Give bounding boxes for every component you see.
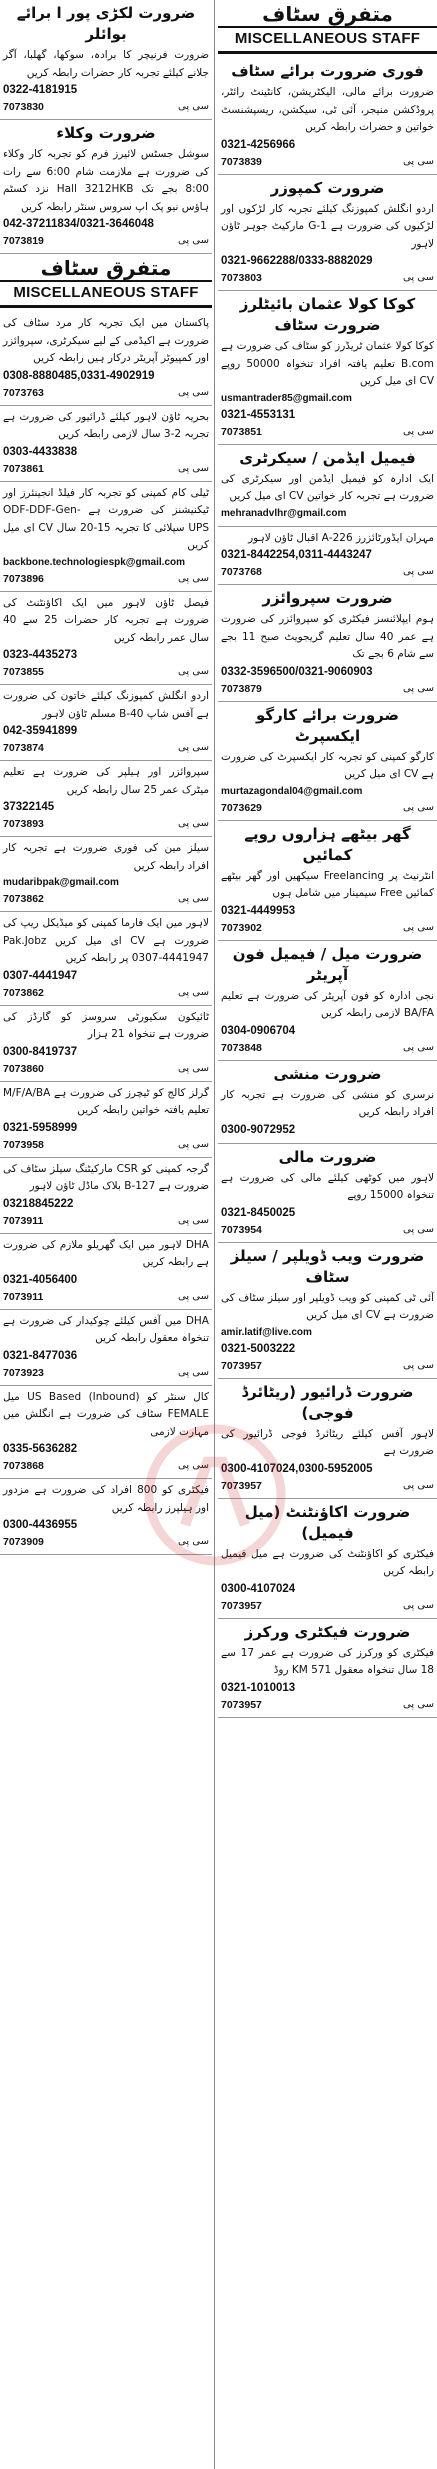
banner-urdu-title: متفرق سٹاف — [40, 256, 172, 280]
ad-reference-number: 7073954 — [221, 1223, 262, 1236]
ad-reference — [221, 1598, 434, 1614]
classified-ad — [0, 312, 212, 406]
classified-ad — [218, 1379, 437, 1499]
classified-ad — [218, 291, 437, 445]
classified-ad — [0, 1158, 212, 1234]
ad-reference-number: 7073874 — [3, 742, 44, 754]
ad-body: لاہور میں کوٹھی کیلئے مالی کی ضرورت ہے تنخواہ 15000 روپے — [221, 1171, 434, 1201]
ad-reference-number: 7073768 — [221, 566, 262, 578]
ad-reference — [3, 461, 209, 477]
ad-email[interactable]: mehranadvlhr@gmail.com — [221, 507, 347, 519]
ad-reference-number: 7073830 — [3, 101, 44, 113]
ad-phone-number[interactable]: 0323-4435273 — [3, 649, 78, 661]
ad-reference-number: 7073763 — [3, 386, 44, 399]
section-banner — [218, 0, 437, 54]
ad-phone-number[interactable]: 0300-8419737 — [3, 1045, 78, 1058]
ad-reference-label: سی پی — [177, 101, 209, 112]
ad-body: ٹائیکون سکیورٹی سروسز کو گارڈز کی ضرورت ہے تنخواہ 21 ہزار — [3, 1010, 209, 1040]
ad-reference-number: 7073958 — [3, 1138, 44, 1151]
classified-ad — [0, 1234, 212, 1310]
classified-ad — [218, 821, 437, 941]
ad-email[interactable]: usmantrader85@gmail.com — [221, 392, 352, 404]
classified-ad — [218, 941, 437, 1061]
ad-reference — [221, 1040, 434, 1056]
ad-reference-number: 7073862 — [3, 986, 44, 999]
ad-email[interactable]: murtazagondal04@gmail.com — [221, 785, 363, 797]
ad-body: فیصل ٹاؤن لاہور میں ایک اکاؤنٹنٹ کی ضرورت ہے تجربہ کار حضرات 25 سے 40 سال عمر رابطہ کریں — [3, 596, 209, 644]
ad-reference — [221, 920, 434, 936]
ad-reference — [221, 1478, 434, 1494]
ad-title: فیمیل ایڈمن / سیکرٹری — [239, 448, 416, 467]
ad-reference-label: سی پی — [402, 921, 434, 933]
classified-ad — [0, 685, 212, 761]
classified-ad — [0, 1310, 212, 1386]
banner-urdu-title: متفرق سٹاف — [262, 2, 393, 26]
ad-reference-label: سی پی — [177, 1366, 209, 1378]
ad-reference — [221, 424, 434, 440]
ad-reference-label: سی پی — [177, 986, 209, 998]
ad-reference-label: سی پی — [402, 682, 434, 694]
ad-reference-number: 7073803 — [221, 272, 262, 284]
ad-reference — [221, 681, 434, 697]
ad-reference — [3, 1458, 209, 1474]
ad-phone-number[interactable]: 0321-4256966 — [221, 138, 296, 151]
ad-reference-number: 7073957 — [221, 1479, 262, 1492]
ad-reference-number: 7073848 — [221, 1041, 262, 1054]
ad-reference — [3, 99, 209, 115]
ad-phone-number[interactable]: 0300-4107024 — [221, 1582, 296, 1595]
classified-ad — [218, 1144, 437, 1243]
ad-reference-label: سی پی — [177, 1062, 209, 1074]
ad-reference-label: سی پی — [177, 386, 209, 398]
classified-ad — [0, 482, 212, 592]
classified-ad — [218, 527, 437, 586]
ad-title: ضرورت وکلاء — [56, 124, 156, 142]
ad-title: فوری ضرورت برائے سٹاف — [231, 62, 424, 80]
ad-reference — [221, 270, 434, 286]
ad-title: ضرورت ویب ڈویلپر / سیلز سٹاف — [230, 1246, 425, 1286]
ad-body: لاہور آفس کیلئے ریٹائرڈ فوجی ڈرائیور کی ضرورت ہے — [221, 1427, 434, 1457]
ad-reference — [3, 985, 209, 1001]
ad-reference — [221, 800, 434, 816]
ad-reference — [3, 740, 209, 756]
classified-ad — [218, 175, 437, 292]
ad-reference-label: سی پی — [177, 1536, 209, 1547]
ad-reference-label: سی پی — [402, 801, 434, 813]
ad-phone-number[interactable]: 03218845222 — [3, 1197, 74, 1210]
ad-phone-number[interactable]: 0300-4107024,0300-5952005 — [221, 1462, 373, 1475]
classified-ad — [0, 1386, 212, 1480]
ad-phone-number[interactable]: 0332-3596500/0321-9060903 — [221, 665, 373, 678]
ad-title: ضرورت مالی — [278, 1147, 377, 1166]
ad-title: ضرورت سپروائزر — [262, 589, 393, 607]
ad-reference-number: 7073957 — [221, 1359, 262, 1372]
ad-body: گرجہ کمپنی کو CSR مارکیٹنگ سیلز سٹاف کی ضرورت ہے 127-B بلاک ماڈل ٹاؤن لاہور — [3, 1162, 210, 1192]
ad-reference-number: 7073629 — [221, 801, 262, 814]
ad-title: ضرورت میل / فیمیل فون آپریٹر — [232, 944, 423, 984]
ad-reference-number: 7073819 — [3, 235, 44, 247]
ad-reference — [221, 1358, 434, 1374]
ad-phone-number[interactable]: 042-37211834/0321-3646048 — [3, 218, 154, 230]
ad-reference — [3, 891, 209, 907]
ad-reference-label: سی پی — [402, 425, 434, 437]
ad-reference-number: 7073868 — [3, 1460, 44, 1472]
ad-body: نرسری کو منشی کی ضرورت ہے تجربہ کار افراد رابطہ کریں — [221, 1088, 434, 1118]
ad-title: گھر بیٹھے ہزاروں روپے کمائیں — [244, 824, 411, 864]
ad-reference-label: سی پی — [177, 572, 209, 584]
ad-reference-number: 7073896 — [3, 572, 44, 585]
ad-body: ضرورت برائے مالی، الیکٹریشن، کانٹینٹ رائٹر، پروڈکشن منیجر، آئی ٹی، سیکشن، ریسپشنسٹ خواتین و حضرات رابطہ کریں — [221, 86, 434, 133]
ad-body: انٹرنیٹ پر Freelancing سیکھیں اور گھر بیٹھے کمائیں Free سیمینار میں شامل ہوں — [221, 869, 434, 899]
ad-phone-number[interactable]: 37322145 — [3, 801, 55, 813]
ad-reference-number: 7073879 — [221, 682, 262, 695]
ad-reference-number: 7073902 — [221, 921, 262, 934]
ad-reference — [221, 1222, 434, 1238]
ad-reference — [3, 1534, 209, 1550]
ad-reference — [221, 154, 434, 170]
classified-ad — [0, 912, 212, 1006]
ad-phone-number[interactable]: 0335-5636282 — [3, 1443, 78, 1455]
ad-body: مہران ایڈورٹائزرز 226-A اقبال ٹاؤن لاہور — [248, 531, 434, 544]
ad-reference-label: سی پی — [177, 1214, 209, 1226]
ad-reference-number: 7073851 — [221, 425, 262, 438]
ad-phone-number[interactable]: 0321-5003222 — [221, 1342, 296, 1355]
ad-phone-number[interactable]: 0300-9072952 — [221, 1123, 296, 1136]
ad-phone-number[interactable]: 0321-4056400 — [3, 1273, 78, 1286]
ad-phone-number[interactable]: 0300-4436955 — [3, 1519, 78, 1531]
ad-title: ضرورت فیکٹری ورکرز — [244, 1622, 411, 1641]
ad-reference-label: سی پی — [177, 1290, 209, 1302]
ad-body: اردو انگلش کمپوزنگ کیلئے خاتون کی ضرورت ہے آفس شاپ B-40 مسلم ٹاؤن لاہور — [3, 690, 209, 720]
ad-reference-label: سی پی — [402, 1359, 434, 1371]
ad-reference-label: سی پی — [402, 1479, 434, 1491]
ad-reference-label: سی پی — [177, 235, 209, 246]
ad-body: ٹیلی کام کمپنی کو تجربہ کار فیلڈ انجینئرز اور ٹیکنیشنز کی ضرورت ہے ODF-DDF-Gen-UPS سپلائی کا تجربہ 15-20 سال CV ای میل کریں — [3, 486, 209, 551]
ad-body: بحریہ ٹاؤن لاہور کیلئے ڈرائیور کی ضرورت ہے تجربہ 2-3 سال لازمی رابطہ کریں — [3, 410, 209, 440]
ad-email[interactable]: amir.latif@live.com — [221, 1326, 312, 1338]
ad-phone-number[interactable]: 0304-0906704 — [221, 1024, 296, 1037]
ad-body: آئی ٹی کمپنی کو ویب ڈویلپر اور سیلز سٹاف کی ضرورت ہے CV ای میل کریں — [221, 1291, 434, 1321]
ad-reference-label: سی پی — [402, 1041, 434, 1053]
ad-reference-label: سی پی — [402, 566, 434, 577]
classified-ad — [218, 58, 437, 175]
classified-ad — [218, 702, 437, 821]
ad-phone-number[interactable]: 0321-1010013 — [221, 1681, 296, 1694]
banner-english-title: MISCELLANEOUS STAFF — [0, 280, 212, 302]
ad-phone-number[interactable]: 0321-8477036 — [3, 1349, 78, 1362]
ad-phone-number[interactable]: 0321-4553131 — [221, 408, 296, 421]
ad-reference-label: سی پی — [177, 1138, 209, 1150]
classified-ad — [0, 1082, 212, 1158]
ad-reference-label: سی پی — [177, 818, 209, 829]
ad-reference-label: سی پی — [402, 272, 434, 283]
classified-ad — [218, 1061, 437, 1144]
ad-body: نجی ادارہ کو فون آپریٹر کی ضرورت ہے تعلیم BA/FA لازمی رابطہ کریں — [221, 989, 434, 1019]
ad-reference-number: 7073957 — [221, 1599, 262, 1612]
classified-ad — [218, 585, 437, 702]
ad-reference-label: سی پی — [177, 462, 209, 474]
ad-reference-number: 7073839 — [221, 155, 262, 168]
ad-reference-number: 7073855 — [3, 666, 44, 678]
ad-body: DHA میں آفس کیلئے چوکیدار کی ضرورت ہے تنخواہ معقول رابطہ کریں — [3, 1314, 209, 1344]
ad-reference — [3, 816, 209, 832]
ad-body: فیکٹری کو اکاؤنٹنٹ کی ضرورت ہے میل فیمیل رابطہ کریں — [221, 1547, 434, 1577]
ad-reference-number: 7073911 — [3, 1214, 44, 1227]
classified-ad — [218, 1243, 437, 1379]
classified-ad — [0, 837, 212, 912]
ad-email[interactable]: mudaribpak@gmail.com — [3, 877, 119, 888]
ad-reference — [3, 233, 209, 249]
ad-title: ضرورت ڈرائیور (ریٹائرڈ فوجی) — [241, 1382, 414, 1422]
ad-reference-label: سی پی — [177, 1460, 209, 1471]
ad-reference-number: 7073957 — [221, 1698, 262, 1711]
classified-ad — [0, 120, 212, 254]
ad-body: اردو انگلش کمپوزنگ کیلئے تجربہ کار لڑکوں اور لڑکیوں کی ضرورت ہے G-1 مارکیٹ جوہر ٹاؤن لاہور — [221, 202, 435, 250]
ad-reference — [3, 1289, 209, 1305]
ad-reference-number: 7073923 — [3, 1366, 44, 1379]
ad-reference-number: 7073893 — [3, 818, 44, 830]
ad-body: گرلز کالج کو ٹیچرز کی ضرورت ہے M/F/A/BA تعلیم یافتہ خواتین رابطہ کریں — [3, 1086, 209, 1116]
ad-reference-label: سی پی — [177, 666, 209, 677]
ad-reference — [221, 1697, 434, 1713]
ad-body: پاکستان میں ایک تجربہ کار مرد سٹاف کی ضرورت ہے اکیڈمی کے لیے سیکرٹری، سپروائزر اور کمپیوٹر آپریٹر درکار ہیں رابطہ کریں — [3, 317, 209, 364]
section-banner — [0, 254, 212, 308]
ad-reference-label: سی پی — [402, 1599, 434, 1611]
ad-reference-number: 7073911 — [3, 1290, 44, 1303]
classified-ad — [0, 1006, 212, 1082]
ad-phone-number[interactable]: 0321-8450025 — [221, 1206, 296, 1219]
classified-ad — [218, 1499, 437, 1619]
ad-body: سوشل جسٹس لائیرز فرم کو تجربہ کار وکلاء کی ضرورت ہے ملازمت شام 6:00 سے رات 8:00 بجے تک Hall 3212HKB نزد کسٹم ہاؤس نیو پک اپ سروس سنٹر رابطہ کریں — [3, 148, 210, 213]
ad-body: سیلز مین کی فوری ضرورت ہے تجربہ کار افراد رابطہ کریں — [3, 842, 209, 872]
classified-ad — [218, 445, 437, 527]
ad-body: فیکٹری کو ورکرز کی ضرورت ہے عمر 17 سے 18 سال تنخواہ معقول 571 KM روڈ — [221, 1646, 434, 1676]
ad-title: ضرورت کمپوزر — [270, 178, 385, 197]
ad-reference — [221, 564, 434, 580]
column-divider — [214, 0, 215, 2469]
ad-phone-number[interactable]: 0322-4181915 — [3, 84, 78, 96]
ad-body: لاہور میں ایک فارما کمپنی کو میڈیکل ریپ کی ضرورت ہے CV ای میل کریں Pak.Jobz 0307-4441947 پر رابطہ کریں — [3, 917, 209, 964]
ad-phone-number[interactable]: 0307-4441947 — [3, 969, 78, 982]
ad-reference — [3, 1365, 209, 1381]
ad-reference — [3, 664, 209, 680]
ad-body: کوکا کولا عثمان ٹریڈرز کو سٹاف کی ضرورت ہے B.com تعلیم یافتہ افراد تنخواہ 50000 روپے CV ای میل کریں — [221, 340, 434, 387]
ad-phone-number[interactable]: 0308-8880485,0331-4902919 — [3, 369, 155, 382]
right-column — [0, 0, 212, 2469]
classified-ad — [0, 592, 212, 686]
ad-title: ضرورت اکاؤنٹنٹ (میل فیمیل) — [244, 1502, 411, 1542]
ad-reference — [3, 1137, 209, 1153]
ad-phone-number[interactable]: 0303-4433838 — [3, 445, 78, 458]
ad-reference — [3, 571, 209, 587]
ad-body: فیکٹری کو 800 افراد کی ضرورت ہے مزدور اور ہیلپرز رابطہ کریں — [3, 1484, 210, 1514]
ad-phone-number[interactable]: 0321-8442254,0311-4443247 — [221, 549, 372, 561]
classified-ad — [0, 1479, 212, 1555]
ad-phone-number[interactable]: 0321-4449953 — [221, 904, 296, 917]
ad-reference-label: سی پی — [402, 1223, 434, 1235]
ad-reference-number: 7073862 — [3, 893, 44, 905]
ad-body: DHA لاہور میں ایک گھریلو ملازم کی ضرورت ہے رابطہ کریں — [3, 1238, 209, 1268]
ad-email[interactable]: backbone.technologiespk@gmail.com — [3, 556, 186, 568]
ad-title: ضرورت لکڑی پور ا برائے بوائلر — [16, 4, 196, 43]
classified-ad — [0, 406, 212, 482]
ad-body: ایک ادارہ کو فیمیل ایڈمن اور سیکرٹری کی ضرورت ہے تجربہ کار خواتین CV ای میل کریں — [221, 472, 434, 502]
ad-reference — [3, 1213, 209, 1229]
ad-body: کارگو کمپنی کو تجربہ کار ایکسپرٹ کی ضرورت ہے CV ای میل کریں — [221, 750, 434, 780]
ad-body: سپروائزر اور ہیلپر کی ضرورت ہے تعلیم میٹرک عمر 25 سال رابطہ کریں — [3, 766, 209, 796]
ad-title: ضرورت برائے کارگو ایکسپرٹ — [256, 705, 399, 745]
ad-reference-label: سی پی — [402, 155, 434, 167]
ad-title: ضرورت منشی — [273, 1064, 382, 1083]
ad-title: کوکا کولا عثمان بائیٹلرز ضرورت سٹاف — [239, 295, 416, 334]
classified-ad — [218, 1619, 437, 1718]
ad-reference-number: 7073909 — [3, 1536, 44, 1548]
ad-reference — [3, 1061, 209, 1077]
classified-ad — [0, 761, 212, 837]
ad-reference-number: 7073860 — [3, 1062, 44, 1075]
ad-body: ہوم ایپلائنسز فیکٹری کو سپروائزر کی ضرورت ہے عمر 40 سال تعلیم گریجویٹ صبح 11 بجے سے شام 6 بجے تک — [221, 613, 434, 660]
ad-phone-number[interactable]: 0321-9662288/0333-8882029 — [221, 255, 373, 267]
ad-reference-label: سی پی — [177, 893, 209, 904]
classified-ad — [0, 0, 212, 120]
ad-body: کال سنٹر کو (Inbound) US Based میل FEMALE سٹاف کی ضرورت ہے انگلش میں مہارت لازمی — [3, 1390, 209, 1438]
left-column — [218, 0, 437, 2469]
ad-phone-number[interactable]: 0321-5958999 — [3, 1121, 78, 1134]
ad-phone-number[interactable]: 042-35941899 — [3, 725, 78, 737]
ad-reference — [3, 385, 209, 401]
ad-body: ضرورت فرنیچر کا برادہ، سوکھا، گھلبا، آگر جلانے کیلئے تجربہ کار حضرات رابطہ کریں — [3, 49, 209, 79]
ad-reference-label: سی پی — [402, 1698, 434, 1710]
ad-reference-label: سی پی — [177, 742, 209, 753]
ad-reference-number: 7073861 — [3, 462, 44, 475]
banner-english-title: MISCELLANEOUS STAFF — [218, 26, 437, 48]
